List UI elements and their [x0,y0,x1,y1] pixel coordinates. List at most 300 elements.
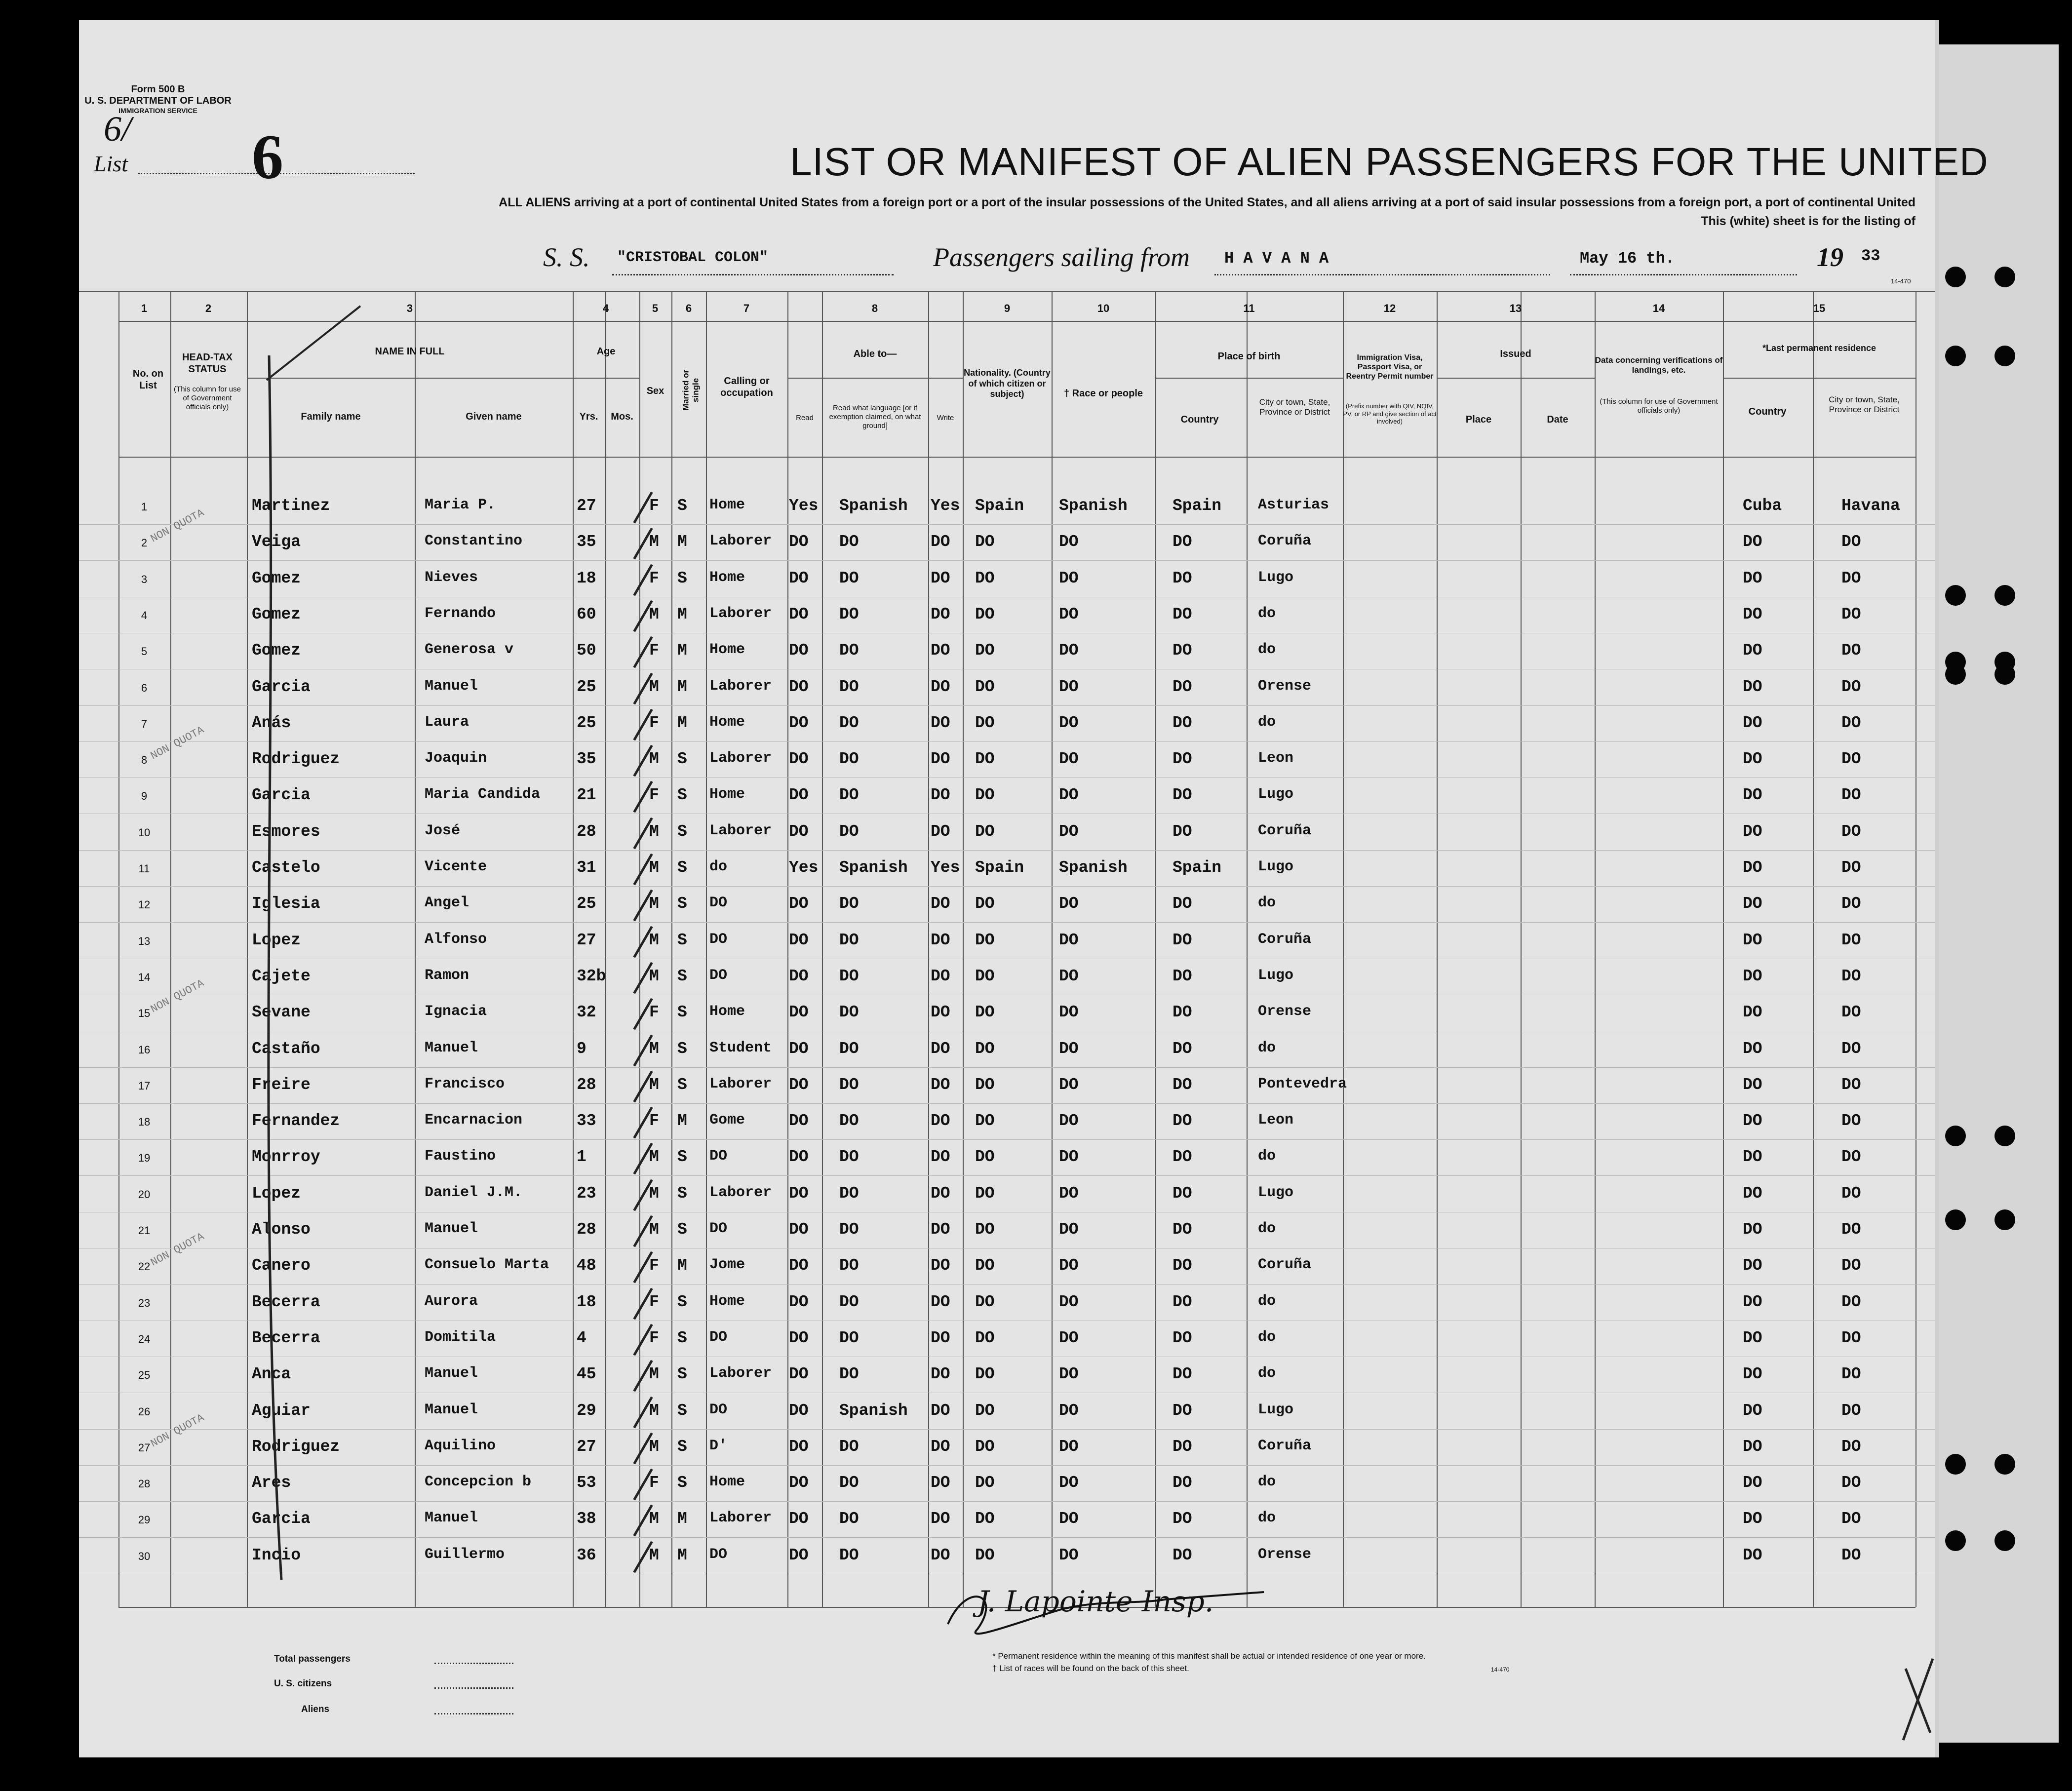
cell-marital: S [677,1402,687,1420]
cell-given: Ramon [425,967,469,984]
punch-hole-icon [1945,1126,1966,1146]
cell-write: DO [931,1329,950,1347]
cell-res-country: DO [1743,1184,1762,1203]
cell-sex: F [649,1474,659,1492]
header-visa-note: (Prefix number with QIV, NQIV, PV, or RP and give section of act involved) [1343,402,1437,426]
cell-marital: M [677,1112,687,1130]
cell-birth-country: DO [1173,967,1192,985]
header-no-on-list: No. on List [132,368,164,391]
cell-family: Gomez [252,569,301,587]
cell-age: 38 [577,1510,596,1528]
cell-given: Manuel [425,1365,478,1382]
cell-occupation: DO [709,1402,728,1418]
cell-sex: F [649,497,659,515]
cell-nationality: DO [975,1112,995,1130]
cell-write: DO [931,750,950,768]
cell-marital: S [677,931,687,949]
cell-nationality: DO [975,931,995,949]
cell-write: DO [931,967,950,985]
cell-marital: S [677,1438,687,1456]
cell-nationality: DO [975,1329,995,1347]
footer-total-line [434,1663,513,1664]
cell-res-city: DO [1841,858,1861,877]
cell-write: DO [931,714,950,732]
cell-res-city: DO [1841,1510,1861,1528]
row-number: 18 [138,1116,151,1128]
cell-family: Alonso [252,1220,311,1239]
sailing-label: Passengers sailing from [933,242,1190,272]
cell-language: DO [839,1365,859,1383]
cell-given: Manuel [425,1402,478,1418]
cell-res-city: DO [1841,1474,1861,1492]
cell-given: Manuel [425,1040,478,1056]
cell-occupation: Laborer [709,678,772,695]
cell-nationality: Spain [975,497,1024,515]
cell-birth-place: Lugo [1258,858,1294,875]
header-race: † Race or people [1063,388,1143,399]
header-married: Married or single [681,369,701,411]
cell-language: DO [839,1546,859,1564]
cell-birth-country: DO [1173,1220,1192,1239]
cell-marital: S [677,786,687,804]
cell-birth-place: Asturias [1258,497,1329,513]
cell-read: DO [789,1076,809,1094]
list-number: 6 [252,122,283,192]
cell-language: DO [839,1474,859,1492]
cell-language: DO [839,1148,859,1166]
cell-birth-place: do [1258,1220,1276,1237]
row-number: 23 [138,1297,151,1309]
row-number: 8 [141,754,148,766]
cell-res-country: DO [1743,1402,1762,1420]
cell-birth-country: DO [1173,786,1192,804]
cell-res-city: DO [1841,750,1861,768]
cell-language: Spanish [839,497,908,515]
bracket-stroke [269,355,281,1580]
cell-family: Canero [252,1256,311,1275]
row-number: 7 [141,718,148,730]
cell-read: DO [789,605,809,623]
header-place-of-birth: Place of birth [1217,351,1281,362]
cell-sex: F [649,1293,659,1311]
cell-write: DO [931,569,950,587]
cell-nationality: DO [975,786,995,804]
cell-birth-country: DO [1173,1256,1192,1275]
cell-read: DO [789,786,809,804]
cell-marital: S [677,569,687,587]
row-number: 30 [138,1550,151,1562]
cell-nationality: DO [975,605,995,623]
row-number: 28 [138,1478,151,1490]
cell-nationality: DO [975,895,995,913]
cell-race: DO [1059,895,1079,913]
cell-race: DO [1059,1329,1079,1347]
cell-occupation: Home [709,1003,745,1020]
cell-birth-place: do [1258,1293,1276,1310]
cell-language: DO [839,967,859,985]
cell-read: DO [789,1148,809,1166]
cell-occupation: Home [709,641,745,658]
cell-sex: M [649,1438,659,1456]
punch-hole-icon [1945,664,1966,685]
cell-birth-place: do [1258,641,1276,658]
header-family-name: Family name [301,411,361,422]
cell-sex: F [649,1329,659,1347]
cell-marital: M [677,678,687,696]
cell-sex: M [649,1076,659,1094]
cell-given: Vicente [425,858,487,875]
cell-birth-country: DO [1173,1474,1192,1492]
cell-given: Laura [425,714,469,731]
cell-family: Aguiar [252,1402,311,1420]
row-number: 19 [138,1152,151,1164]
cell-read: DO [789,1184,809,1203]
row-number: 11 [138,862,150,875]
cell-read: DO [789,895,809,913]
cell-res-country: DO [1743,1546,1762,1564]
non-quota-stamp: NON QUOTA [149,506,206,545]
bracket-hook [267,306,360,380]
cell-read: DO [789,1329,809,1347]
cell-res-country: DO [1743,1148,1762,1166]
header-given-name: Given name [466,411,522,422]
punch-hole-icon [1994,1530,2015,1551]
punch-hole-icon [1994,1126,2015,1146]
cell-language: DO [839,1040,859,1058]
cell-birth-place: Coruña [1258,931,1312,948]
cell-write: DO [931,931,950,949]
cell-age: 4 [577,1329,586,1347]
cell-given: Manuel [425,678,478,695]
cell-birth-country: DO [1173,641,1192,660]
cell-birth-country: DO [1173,1510,1192,1528]
cell-occupation: Home [709,786,745,803]
cell-marital: S [677,497,687,515]
cell-sex: M [649,750,659,768]
cell-sex: M [649,533,659,551]
cell-res-city: DO [1841,1256,1861,1275]
cell-birth-country: DO [1173,895,1192,913]
cell-sex: F [649,1003,659,1021]
row-number: 3 [141,573,148,585]
cell-family: Becerra [252,1329,320,1347]
cell-read: DO [789,641,809,660]
cell-birth-country: DO [1173,750,1192,768]
cell-race: DO [1059,822,1079,841]
cell-age: 32 [577,1003,596,1021]
header-head-tax: HEAD-TAX STATUS [182,352,233,375]
footer-total-label: Total passengers [274,1654,351,1664]
cell-language: DO [839,1112,859,1130]
row-number: 17 [138,1080,151,1092]
cell-family: Lopez [252,931,301,949]
cell-res-city: DO [1841,569,1861,587]
cell-sex: M [649,605,659,623]
cell-given: Guillermo [425,1546,505,1563]
cell-birth-place: Orense [1258,1003,1312,1020]
column-number: 7 [743,302,750,314]
cell-occupation: Laborer [709,750,772,767]
cell-birth-place: do [1258,1474,1276,1490]
cell-birth-country: Spain [1173,497,1222,515]
cell-age: 27 [577,1438,596,1456]
cell-write: DO [931,1112,950,1130]
cell-family: Castelo [252,858,320,877]
cell-res-city: DO [1841,1546,1861,1564]
cell-read: DO [789,714,809,732]
cell-nationality: DO [975,1438,995,1456]
cell-birth-place: Coruña [1258,822,1312,839]
cell-race: DO [1059,1293,1079,1311]
cell-res-country: DO [1743,1474,1762,1492]
cell-res-country: DO [1743,1003,1762,1021]
cell-write: DO [931,1003,950,1021]
cell-write: DO [931,822,950,841]
cell-given: Daniel J.M. [425,1184,523,1201]
cell-sex: M [649,858,659,877]
cell-read: DO [789,1112,809,1130]
cell-age: 28 [577,1220,596,1239]
cell-given: Joaquin [425,750,487,767]
cell-given: Maria Candida [425,786,541,803]
cell-read: DO [789,533,809,551]
cell-read: DO [789,750,809,768]
cell-read: DO [789,1293,809,1311]
cell-sex: F [649,714,659,732]
cell-res-city: DO [1841,1112,1861,1130]
cell-birth-country: DO [1173,678,1192,696]
header-read: Read [796,414,814,422]
header-age-months: Mos. [611,411,633,422]
cell-age: 50 [577,641,596,660]
sailing-date: May 16 th. [1580,249,1675,268]
cell-marital: S [677,895,687,913]
cell-res-country: Cuba [1743,497,1782,515]
cell-birth-country: Spain [1173,858,1222,877]
punch-hole-icon [1994,1454,2015,1475]
row-number: 29 [138,1514,151,1526]
cell-family: Veiga [252,533,301,551]
cell-read: DO [789,569,809,587]
cell-read: DO [789,1365,809,1383]
cell-res-country: DO [1743,1076,1762,1094]
cell-language: DO [839,786,859,804]
cell-read: DO [789,1220,809,1239]
cell-res-country: DO [1743,1510,1762,1528]
cell-read: Yes [789,858,819,877]
cell-write: DO [931,1220,950,1239]
cell-language: Spanish [839,1402,908,1420]
non-quota-stamp: NON QUOTA [149,724,206,763]
cell-birth-country: DO [1173,931,1192,949]
cell-write: DO [931,1256,950,1275]
cell-family: Rodriguez [252,1438,340,1456]
cell-age: 25 [577,678,596,696]
cell-birth-country: DO [1173,1040,1192,1058]
cell-birth-place: do [1258,605,1276,622]
cell-age: 48 [577,1256,596,1275]
cell-age: 25 [577,895,596,913]
cell-occupation: D' [709,1438,728,1454]
cell-write: DO [931,1076,950,1094]
column-number: 1 [141,302,148,314]
cell-race: DO [1059,605,1079,623]
instruction-line-2: This (white) sheet is for the listing of [1701,214,1916,228]
cell-age: 28 [577,1076,596,1094]
cell-race: DO [1059,569,1079,587]
cell-marital: S [677,858,687,877]
cell-write: DO [931,1148,950,1166]
cell-nationality: DO [975,1003,995,1021]
cell-race: Spanish [1059,858,1128,877]
cell-res-city: DO [1841,641,1861,660]
punch-hole-icon [1945,585,1966,606]
non-quota-stamp: NON QUOTA [149,1411,206,1450]
cell-given: Fernando [425,605,496,622]
cell-family: Incio [252,1546,301,1564]
cell-age: 1 [577,1148,586,1166]
cell-birth-country: DO [1173,822,1192,841]
cell-nationality: DO [975,1474,995,1492]
cell-birth-place: do [1258,714,1276,731]
cell-nationality: DO [975,1220,995,1239]
cell-given: Angel [425,895,469,911]
header-calling: Calling or occupation [720,376,773,398]
footer-form-code: 14-470 [1491,1666,1510,1673]
year-suffix: 33 [1861,247,1880,265]
cell-nationality: DO [975,1365,995,1383]
punch-hole-icon [1994,346,2015,366]
cell-marital: S [677,1003,687,1021]
header-form-code: 14-470 [1891,277,1911,285]
cell-race: DO [1059,1365,1079,1383]
cell-occupation: Gome [709,1112,745,1129]
cell-sex: F [649,1112,659,1130]
cell-age: 60 [577,605,596,623]
header-issued-place: Place [1465,414,1492,425]
cell-birth-place: Coruña [1258,533,1312,549]
column-number: 6 [685,302,692,314]
column-number: 10 [1097,302,1110,314]
cell-occupation: DO [709,1546,728,1563]
cell-language: DO [839,678,859,696]
list-label: List [94,151,128,176]
cell-write: DO [931,1040,950,1058]
ss-label: S. S. [543,242,590,272]
cell-res-city: DO [1841,895,1861,913]
cell-sex: M [649,1040,659,1058]
cell-occupation: DO [709,1220,728,1237]
cell-marital: S [677,750,687,768]
cell-res-city: DO [1841,967,1861,985]
cell-sex: M [649,1402,659,1420]
cell-res-country: DO [1743,1256,1762,1275]
cell-write: Yes [931,497,960,515]
cell-nationality: DO [975,569,995,587]
cell-res-country: DO [1743,967,1762,985]
cell-read: DO [789,1438,809,1456]
cell-birth-country: DO [1173,714,1192,732]
cell-age: 36 [577,1546,596,1564]
cell-res-country: DO [1743,750,1762,768]
cell-nationality: DO [975,1402,995,1420]
header-age-years: Yrs. [579,411,598,422]
cell-nationality: DO [975,967,995,985]
cell-res-city: DO [1841,1293,1861,1311]
cell-birth-place: Coruña [1258,1256,1312,1273]
cell-marital: S [677,1293,687,1311]
column-number: 5 [652,302,659,314]
cell-birth-place: Pontevedra [1258,1076,1347,1092]
cell-race: DO [1059,931,1079,949]
cell-birth-place: Lugo [1258,1184,1294,1201]
ship-name: "CRISTOBAL COLON" [617,249,769,266]
cell-sex: M [649,1365,659,1383]
cell-occupation: Laborer [709,822,772,839]
service: IMMIGRATION SERVICE [118,107,197,115]
cell-given: Domitila [425,1329,496,1346]
row-number: 13 [138,935,151,947]
cell-occupation: Home [709,497,745,513]
cell-write: DO [931,1510,950,1528]
cell-family: Anca [252,1365,291,1383]
column-number: 13 [1509,302,1522,314]
cell-race: DO [1059,1438,1079,1456]
row-number: 4 [141,609,148,622]
cell-race: DO [1059,1112,1079,1130]
cell-birth-place: do [1258,1365,1276,1382]
cell-sex: F [649,569,659,587]
cell-occupation: Laborer [709,1510,772,1526]
cell-res-country: DO [1743,641,1762,660]
column-number: 9 [1004,302,1011,314]
cell-age: 35 [577,750,596,768]
cell-family: Becerra [252,1293,320,1311]
cell-occupation: DO [709,1148,728,1165]
cell-age: 28 [577,822,596,841]
cell-family: Esmores [252,822,320,841]
cell-res-city: DO [1841,1184,1861,1203]
header-birth-country: Country [1180,414,1219,425]
cell-birth-place: Orense [1258,678,1312,695]
cell-res-city: DO [1841,931,1861,949]
cell-family: Garcia [252,678,311,696]
header-age: Age [596,346,616,357]
cell-language: DO [839,822,859,841]
cell-occupation: DO [709,967,728,984]
cell-write: DO [931,1438,950,1456]
cell-occupation: Home [709,714,745,731]
cell-age: 18 [577,569,596,587]
row-number: 26 [138,1405,151,1418]
header-name-in-full: NAME IN FULL [375,346,445,357]
cell-sex: M [649,931,659,949]
cell-write: DO [931,1184,950,1203]
cell-language: Spanish [839,858,908,877]
footer-citizens-line [434,1687,513,1689]
cell-occupation: DO [709,931,728,948]
cell-family: Sevane [252,1003,311,1021]
cell-write: DO [931,1365,950,1383]
cell-language: DO [839,931,859,949]
cell-age: 27 [577,931,596,949]
cell-sex: M [649,822,659,841]
cell-birth-country: DO [1173,1365,1192,1383]
cell-language: DO [839,605,859,623]
cell-race: DO [1059,641,1079,660]
cell-marital: S [677,1474,687,1492]
cell-birth-place: Lugo [1258,786,1294,803]
